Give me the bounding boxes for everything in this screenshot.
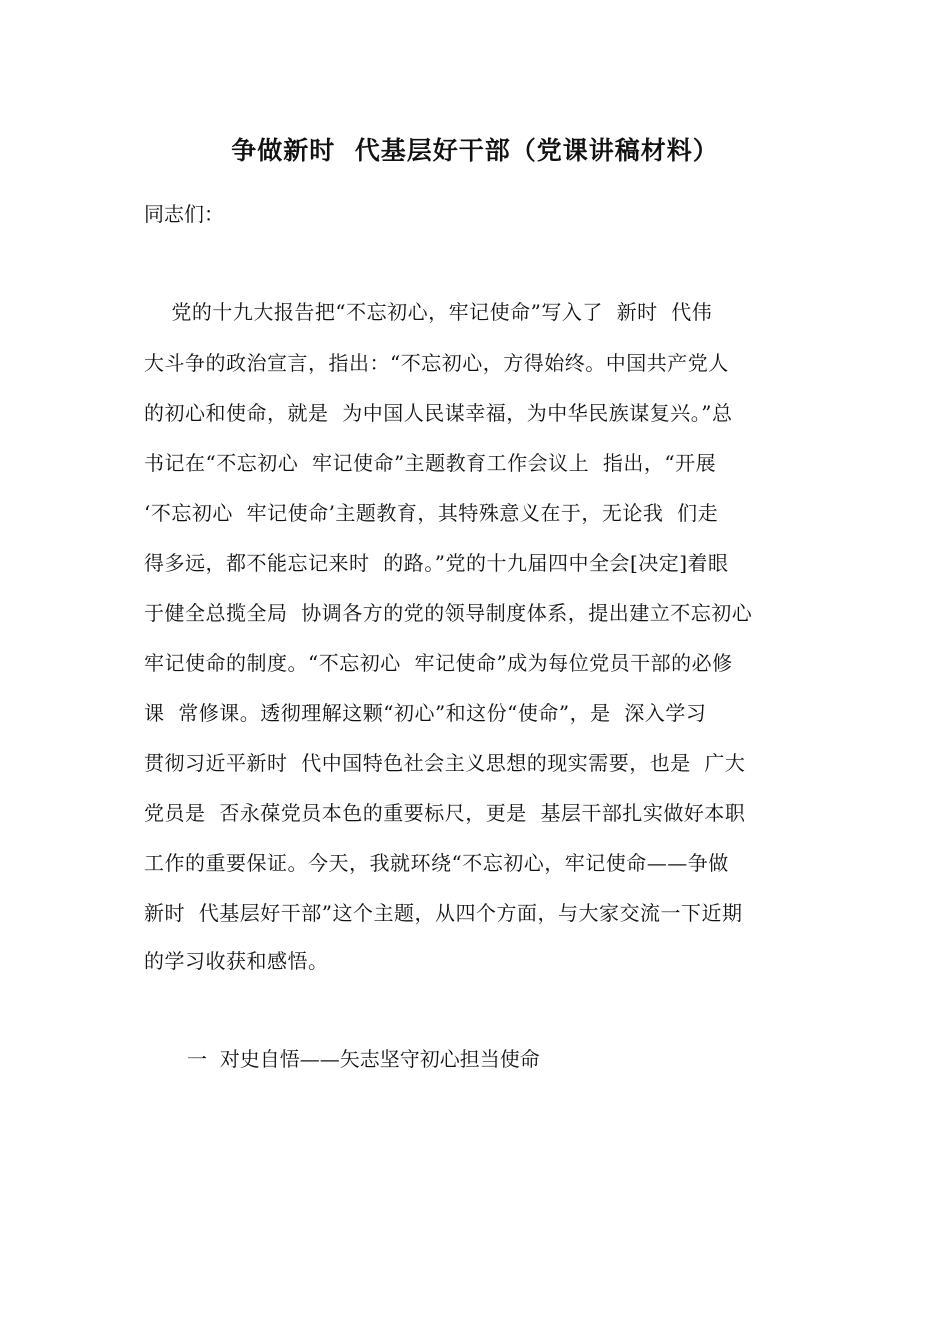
paragraph-line: 于健全总揽全局 协调各方的党的领导制度体系，提出建立不忘初心 (144, 601, 753, 625)
salutation: 同志们： (144, 202, 224, 226)
paragraph-line: 书记在“不忘初心 牢记使命”主题教育工作会议上 指出，“开展 (144, 451, 717, 475)
paragraph-line: 党员是 否永葆党员本色的重要标尺，更是 基层干部扎实做好本职 (144, 801, 746, 825)
paragraph-line: 大斗争的政治宣言，指出：“不忘初心，方得始终。中国共产党人 (144, 351, 729, 375)
paragraph-line: 的初心和使命，就是 为中国人民谋幸福，为中华民族谋复兴。”总 (144, 401, 733, 425)
document-title: 争做新时 代基层好干部（党课讲稿材料） (231, 136, 719, 165)
section-heading: 一 对史自悟——矢志坚守初心担当使命 (187, 1047, 540, 1071)
paragraph-line: 党的十九大报告把“不忘初心，牢记使命”写入了 新时 代伟 (144, 300, 713, 324)
paragraph-line: ‘不忘初心 牢记使命’主题教育，其特殊意义在于，无论我 们走 (144, 501, 719, 525)
paragraph-line: 工作的重要保证。今天，我就环绕“不忘初心，牢记使命——争做 (144, 851, 729, 875)
paragraph-line: 课 常修课。透彻理解这颗“初心”和这份“使命”，是 深入学习 (144, 701, 707, 725)
paragraph-line: 得多远，都不能忘记来时 的路。”党的十九届四中全会[决定]着眼 (144, 551, 729, 575)
paragraph-line: 贯彻习近平新时 代中国特色社会主义思想的现实需要，也是 广大 (144, 751, 746, 775)
paragraph-line: 新时 代基层好干部”这个主题，从四个方面，与大家交流一下近期 (144, 901, 743, 925)
paragraph-line: 的学习收获和感悟。 (144, 949, 329, 973)
paragraph-line: 牢记使命的制度。“不忘初心 牢记使命”成为每位党员干部的必修 (144, 651, 733, 675)
